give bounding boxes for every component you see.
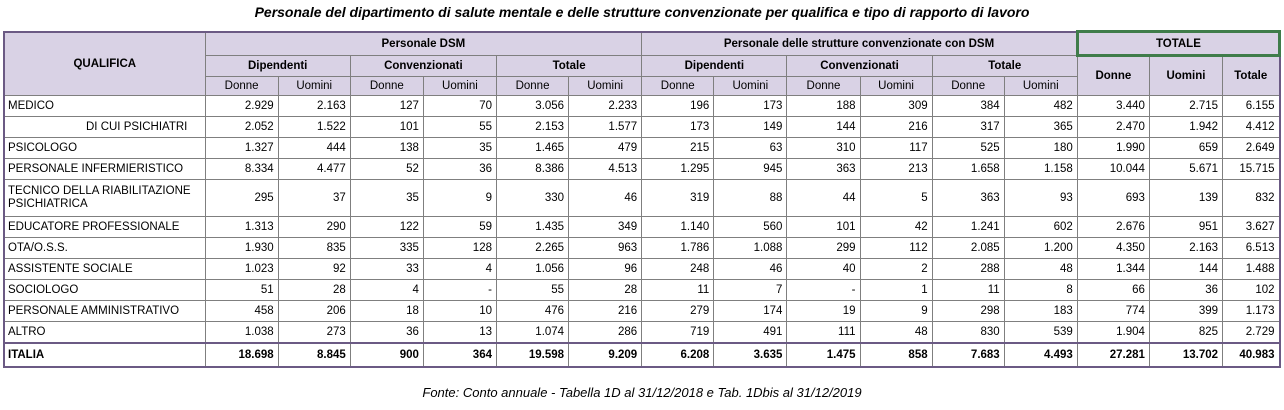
table-title: Personale del dipartimento di salute mentale e delle strutture convenzionate per qualifica e tipo di rapporto di lavoro — [254, 4, 1030, 20]
table-cell: 28 — [278, 280, 350, 301]
table-cell: 3.627 — [1223, 217, 1280, 238]
table-cell: 479 — [569, 138, 642, 159]
table-cell: 59 — [423, 217, 496, 238]
table-cell: 482 — [1004, 96, 1077, 117]
row-label: TECNICO DELLA RIABILITAZIONE PSICHIATRICA — [4, 180, 205, 217]
table-cell: 2.153 — [496, 117, 568, 138]
table-cell: 286 — [569, 322, 642, 344]
table-cell: 1.435 — [496, 217, 568, 238]
row-label: PERSONALE AMMINISTRATIVO — [4, 301, 205, 322]
subheader-uomini: Uomini — [423, 77, 496, 96]
table-cell: 36 — [423, 159, 496, 180]
table-cell: 48 — [1004, 259, 1077, 280]
table-cell: 40.983 — [1223, 343, 1280, 367]
table-cell: 7 — [714, 280, 787, 301]
table-cell: 1.140 — [642, 217, 714, 238]
table-cell: 8.386 — [496, 159, 568, 180]
table-cell: 46 — [714, 259, 787, 280]
table-cell: 173 — [642, 117, 714, 138]
table-cell: 1.313 — [205, 217, 278, 238]
table-cell: 15.715 — [1223, 159, 1280, 180]
table-cell: 1.904 — [1077, 322, 1149, 344]
table-cell: 101 — [787, 217, 860, 238]
table-cell: 3.635 — [714, 343, 787, 367]
header-totale-donne: Donne — [1077, 56, 1149, 96]
table-cell: 1.344 — [1077, 259, 1149, 280]
table-cell: 399 — [1149, 301, 1222, 322]
table-cell: 1.577 — [569, 117, 642, 138]
table-cell: 117 — [860, 138, 932, 159]
table-row — [4, 259, 1280, 280]
table-cell: 33 — [350, 259, 423, 280]
table-cell: 18 — [350, 301, 423, 322]
table-cell: 491 — [714, 322, 787, 344]
table-cell: 774 — [1077, 301, 1149, 322]
table-cell: 1.475 — [787, 343, 860, 367]
table-cell: 213 — [860, 159, 932, 180]
table-cell: 55 — [496, 280, 568, 301]
table-cell: 825 — [1149, 322, 1222, 344]
table-cell: 1.786 — [642, 238, 714, 259]
header-totale[interactable]: TOTALE — [1077, 32, 1279, 56]
table-cell: 36 — [350, 322, 423, 344]
table-cell: 3.440 — [1077, 96, 1149, 117]
subheader-donne: Donne — [642, 77, 714, 96]
table-row — [4, 322, 1280, 344]
table-cell: 288 — [932, 259, 1004, 280]
row-label: MEDICO — [4, 96, 205, 117]
table-cell: 2.929 — [205, 96, 278, 117]
table-cell: 1.658 — [932, 159, 1004, 180]
table-cell: 458 — [205, 301, 278, 322]
table-cell: 7.683 — [932, 343, 1004, 367]
data-table — [3, 30, 1281, 368]
header-conv-convenzionati: Convenzionati — [787, 56, 932, 77]
table-cell: 216 — [569, 301, 642, 322]
table-cell: 8.845 — [278, 343, 350, 367]
table-cell: 2.649 — [1223, 138, 1280, 159]
table-cell: 858 — [860, 343, 932, 367]
row-label: ASSISTENTE SOCIALE — [4, 259, 205, 280]
table-cell: 36 — [1149, 280, 1222, 301]
table-cell: 173 — [714, 96, 787, 117]
row-label: ALTRO — [4, 322, 205, 344]
subheader-uomini: Uomini — [860, 77, 932, 96]
table-cell: 298 — [932, 301, 1004, 322]
table-cell: 28 — [569, 280, 642, 301]
table-cell: 40 — [787, 259, 860, 280]
table-cell: 10 — [423, 301, 496, 322]
table-cell: 112 — [860, 238, 932, 259]
table-cell: 349 — [569, 217, 642, 238]
subheader-donne: Donne — [350, 77, 423, 96]
header-dsm-dipendenti: Dipendenti — [205, 56, 350, 77]
table-cell: 693 — [1077, 180, 1149, 217]
table-cell: 1.295 — [642, 159, 714, 180]
header-totale-totale: Totale — [1223, 56, 1280, 96]
table-cell: 122 — [350, 217, 423, 238]
table-cell: 4.493 — [1004, 343, 1077, 367]
table-cell: 8.334 — [205, 159, 278, 180]
table-cell: 273 — [278, 322, 350, 344]
table-cell: 1.173 — [1223, 301, 1280, 322]
table-cell: 1.327 — [205, 138, 278, 159]
table-cell: 35 — [350, 180, 423, 217]
table-row — [4, 138, 1280, 159]
table-row — [4, 301, 1280, 322]
table-cell: 2.163 — [1149, 238, 1222, 259]
table-cell: 4 — [423, 259, 496, 280]
table-cell: 444 — [278, 138, 350, 159]
table-cell: 144 — [1149, 259, 1222, 280]
table-cell: 102 — [1223, 280, 1280, 301]
row-label: OTA/O.S.S. — [4, 238, 205, 259]
table-cell: 9 — [423, 180, 496, 217]
table-cell: - — [787, 280, 860, 301]
row-label: ITALIA — [4, 343, 205, 367]
table-cell: 330 — [496, 180, 568, 217]
table-cell: 1.465 — [496, 138, 568, 159]
table-cell: 180 — [1004, 138, 1077, 159]
table-row — [4, 238, 1280, 259]
table-cell: 4.513 — [569, 159, 642, 180]
table-row — [4, 117, 1280, 138]
table-cell: 183 — [1004, 301, 1077, 322]
subheader-donne: Donne — [787, 77, 860, 96]
table-cell: 2.715 — [1149, 96, 1222, 117]
table-cell: 560 — [714, 217, 787, 238]
table-cell: 216 — [860, 117, 932, 138]
table-cell: 719 — [642, 322, 714, 344]
header-qualifica: QUALIFICA — [4, 32, 205, 96]
header-totale-uomini: Uomini — [1149, 56, 1222, 96]
table-cell: 19.598 — [496, 343, 568, 367]
table-cell: 8 — [1004, 280, 1077, 301]
table-cell: 4.350 — [1077, 238, 1149, 259]
table-cell: 317 — [932, 117, 1004, 138]
table-cell: 2.052 — [205, 117, 278, 138]
table-cell: 46 — [569, 180, 642, 217]
table-cell: 93 — [1004, 180, 1077, 217]
table-cell: 138 — [350, 138, 423, 159]
table-cell: 11 — [932, 280, 1004, 301]
table-cell: 6.513 — [1223, 238, 1280, 259]
table-row — [4, 96, 1280, 117]
table-cell: 11 — [642, 280, 714, 301]
table-cell: 96 — [569, 259, 642, 280]
table-cell: 279 — [642, 301, 714, 322]
table-cell: 602 — [1004, 217, 1077, 238]
table-cell: 832 — [1223, 180, 1280, 217]
table-cell: 1.488 — [1223, 259, 1280, 280]
source-note: Fonte: Conto annuale - Tabella 1D al 31/12/2018 e Tab. 1Dbis al 31/12/2019 — [422, 385, 862, 400]
table-cell: 364 — [423, 343, 496, 367]
table-cell: 363 — [932, 180, 1004, 217]
table-cell: 1.158 — [1004, 159, 1077, 180]
total-row — [4, 343, 1280, 367]
table-cell: 44 — [787, 180, 860, 217]
table-cell: 1.522 — [278, 117, 350, 138]
table-cell: 476 — [496, 301, 568, 322]
table-cell: 319 — [642, 180, 714, 217]
table-cell: 101 — [350, 117, 423, 138]
table-cell: 2.085 — [932, 238, 1004, 259]
table-cell: 2.163 — [278, 96, 350, 117]
header-conv-totale: Totale — [932, 56, 1077, 77]
table-cell: 48 — [860, 322, 932, 344]
table-cell: 2.265 — [496, 238, 568, 259]
header-conv-dipendenti: Dipendenti — [642, 56, 787, 77]
table-cell: 299 — [787, 238, 860, 259]
header-dsm-convenzionati: Convenzionati — [350, 56, 496, 77]
table-cell: 2.470 — [1077, 117, 1149, 138]
table-cell: 6.208 — [642, 343, 714, 367]
table-cell: 335 — [350, 238, 423, 259]
table-cell: 2.729 — [1223, 322, 1280, 344]
table-cell: 1.930 — [205, 238, 278, 259]
subheader-donne: Donne — [496, 77, 568, 96]
table-cell: 144 — [787, 117, 860, 138]
table-cell: 384 — [932, 96, 1004, 117]
row-label: SOCIOLOGO — [4, 280, 205, 301]
table-cell: - — [423, 280, 496, 301]
table-cell: 900 — [350, 343, 423, 367]
table-cell: 10.044 — [1077, 159, 1149, 180]
table-cell: 1.023 — [205, 259, 278, 280]
table-cell: 88 — [714, 180, 787, 217]
table-cell: 951 — [1149, 217, 1222, 238]
table-cell: 830 — [932, 322, 1004, 344]
table-cell: 5.671 — [1149, 159, 1222, 180]
table-cell: 128 — [423, 238, 496, 259]
table-cell: 963 — [569, 238, 642, 259]
table-cell: 248 — [642, 259, 714, 280]
table-cell: 1.088 — [714, 238, 787, 259]
table-cell: 149 — [714, 117, 787, 138]
header-dsm-totale: Totale — [496, 56, 641, 77]
table-cell: 4.412 — [1223, 117, 1280, 138]
subheader-uomini: Uomini — [278, 77, 350, 96]
header-personale-dsm: Personale DSM — [205, 32, 642, 56]
table-cell: 174 — [714, 301, 787, 322]
table-cell: 139 — [1149, 180, 1222, 217]
table-cell: 9 — [860, 301, 932, 322]
row-label: PERSONALE INFERMIERISTICO — [4, 159, 205, 180]
table-cell: 1.200 — [1004, 238, 1077, 259]
table-cell: 5 — [860, 180, 932, 217]
table-cell: 19 — [787, 301, 860, 322]
row-label: PSICOLOGO — [4, 138, 205, 159]
row-label: EDUCATORE PROFESSIONALE — [4, 217, 205, 238]
table-row — [4, 280, 1280, 301]
table-cell: 37 — [278, 180, 350, 217]
table-cell: 290 — [278, 217, 350, 238]
table-cell: 1.038 — [205, 322, 278, 344]
table-cell: 539 — [1004, 322, 1077, 344]
table-cell: 365 — [1004, 117, 1077, 138]
table-cell: 525 — [932, 138, 1004, 159]
table-cell: 2.676 — [1077, 217, 1149, 238]
table-cell: 310 — [787, 138, 860, 159]
table-row — [4, 159, 1280, 180]
table-cell: 363 — [787, 159, 860, 180]
table-cell: 1.942 — [1149, 117, 1222, 138]
table-cell: 1.056 — [496, 259, 568, 280]
table-cell: 2 — [860, 259, 932, 280]
table-cell: 4 — [350, 280, 423, 301]
table-cell: 66 — [1077, 280, 1149, 301]
subheader-donne: Donne — [932, 77, 1004, 96]
table-cell: 1.990 — [1077, 138, 1149, 159]
table-cell: 215 — [642, 138, 714, 159]
table-cell: 659 — [1149, 138, 1222, 159]
table-cell: 42 — [860, 217, 932, 238]
table-cell: 4.477 — [278, 159, 350, 180]
table-cell: 18.698 — [205, 343, 278, 367]
subheader-donne: Donne — [205, 77, 278, 96]
subheader-uomini: Uomini — [569, 77, 642, 96]
table-cell: 27.281 — [1077, 343, 1149, 367]
table-cell: 111 — [787, 322, 860, 344]
table-cell: 13 — [423, 322, 496, 344]
subheader-uomini: Uomini — [714, 77, 787, 96]
table-cell: 2.233 — [569, 96, 642, 117]
table-cell: 196 — [642, 96, 714, 117]
table-cell: 6.155 — [1223, 96, 1280, 117]
table-row — [4, 217, 1280, 238]
header-personale-convenzionate: Personale delle strutture convenzionate con DSM — [642, 32, 1078, 56]
table-cell: 70 — [423, 96, 496, 117]
table-cell: 51 — [205, 280, 278, 301]
table-cell: 309 — [860, 96, 932, 117]
table-cell: 127 — [350, 96, 423, 117]
table-cell: 206 — [278, 301, 350, 322]
table-cell: 52 — [350, 159, 423, 180]
table-cell: 9.209 — [569, 343, 642, 367]
table-cell: 92 — [278, 259, 350, 280]
table-cell: 295 — [205, 180, 278, 217]
subheader-uomini: Uomini — [1004, 77, 1077, 96]
table-cell: 1.241 — [932, 217, 1004, 238]
table-row — [4, 180, 1280, 217]
table-cell: 1.074 — [496, 322, 568, 344]
table-cell: 55 — [423, 117, 496, 138]
table-cell: 63 — [714, 138, 787, 159]
table-cell: 835 — [278, 238, 350, 259]
table-cell: 1 — [860, 280, 932, 301]
table-cell: 3.056 — [496, 96, 568, 117]
table-cell: 35 — [423, 138, 496, 159]
row-label: DI CUI PSICHIATRI — [4, 117, 205, 138]
table-cell: 188 — [787, 96, 860, 117]
table-cell: 13.702 — [1149, 343, 1222, 367]
table-cell: 945 — [714, 159, 787, 180]
